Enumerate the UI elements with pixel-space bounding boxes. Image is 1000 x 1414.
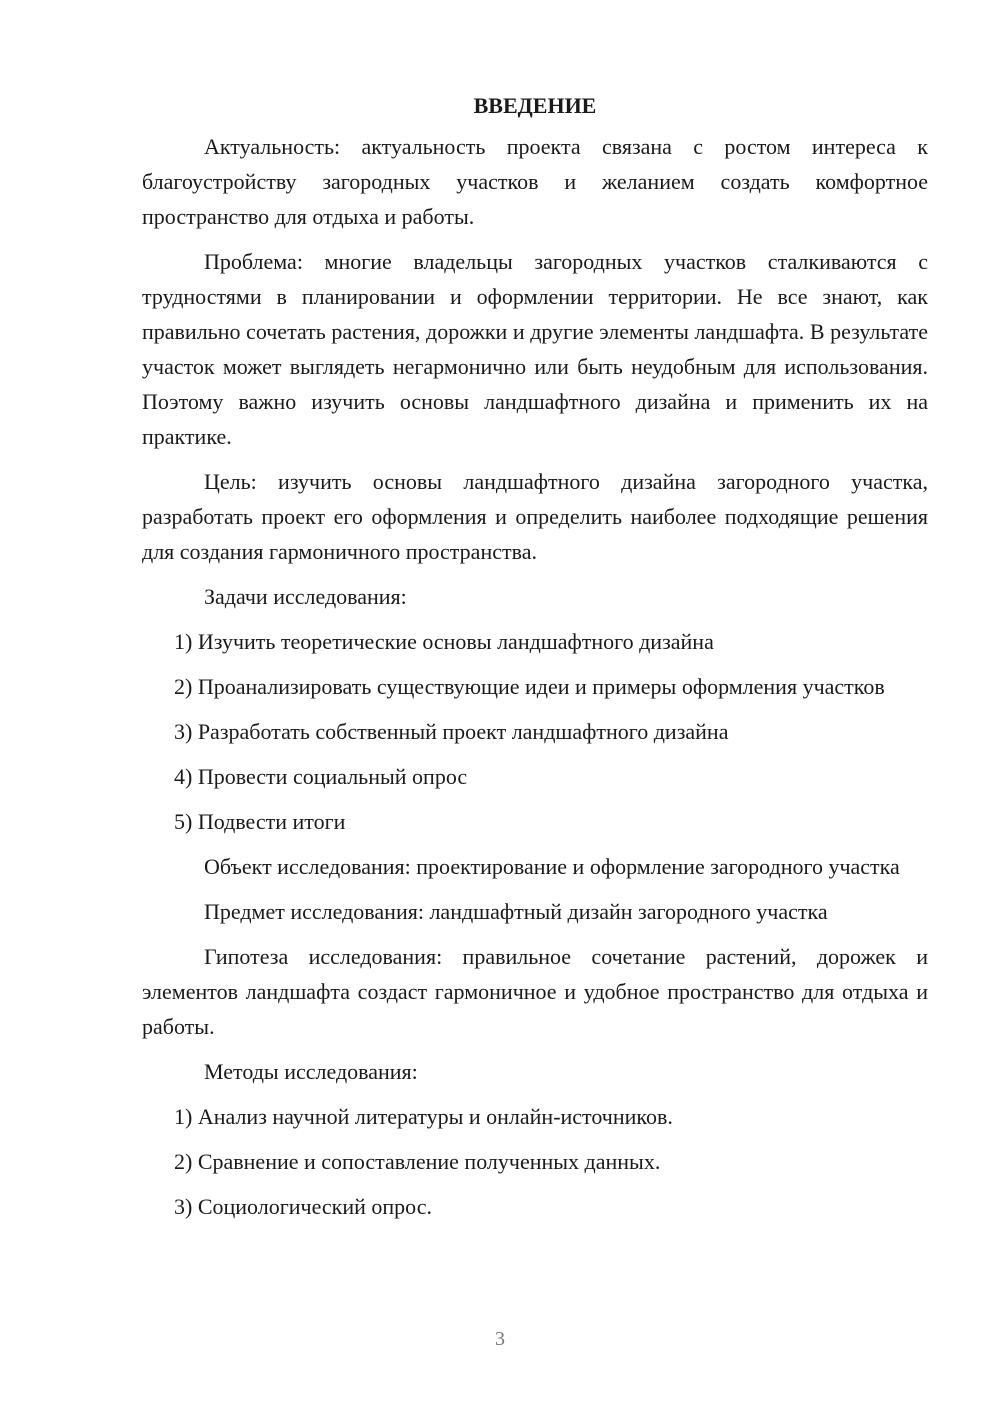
document-page [142,88,928,1234]
task-item: 1) Изучить теоретические основы ландшафтного дизайна [174,629,714,654]
page-number: 3 [495,1328,505,1350]
section-title: ВВЕДЕНИЕ [473,93,597,118]
paragraph-relevance: Актуальность: актуальность проекта связана с ростом интереса к благоустройству загородных участков и желанием создать комфортное пространство для отдыха и работы. [142,134,928,229]
paragraph-tasks-heading: Задачи исследования: [204,584,407,609]
paragraph-hypothesis: Гипотеза исследования: правильное сочетание растений, дорожек и элементов ландшафта создаст гармоничное и удобное пространство для отдыха и работы. [142,944,928,1039]
task-item: 2) Проанализировать существующие идеи и примеры оформления участков [174,674,885,699]
task-item: 4) Провести социальный опрос [174,764,468,789]
paragraph-subject: Предмет исследования: ландшафтный дизайн загородного участка [204,899,828,924]
task-item: 3) Разработать собственный проект ландшафтного дизайна [174,719,729,744]
task-item: 5) Подвести итоги [174,809,346,834]
method-item: 3) Социологический опрос. [174,1194,432,1219]
paragraph-problem: Проблема: многие владельцы загородных участков сталкиваются с трудностями в планировании и оформлении территории. Не все знают, как правильно сочетать растения, дорожки и другие элементы ландшафта. В результате участок может выглядеть негармонично или быть неудобным для использования. Поэтому важно изучить основы ландшафтного дизайна и применить их на практике. [142,249,928,449]
paragraph-object: Объект исследования: проектирование и оформление загородного участка [204,854,900,879]
method-item: 1) Анализ научной литературы и онлайн-источников. [174,1104,673,1129]
paragraph-goal: Цель: изучить основы ландшафтного дизайна загородного участка, разработать проект его оформления и определить наиболее подходящие решения для создания гармоничного пространства. [142,469,928,564]
method-item: 2) Сравнение и сопоставление полученных данных. [174,1149,661,1174]
paragraph-methods-heading: Методы исследования: [204,1059,418,1084]
